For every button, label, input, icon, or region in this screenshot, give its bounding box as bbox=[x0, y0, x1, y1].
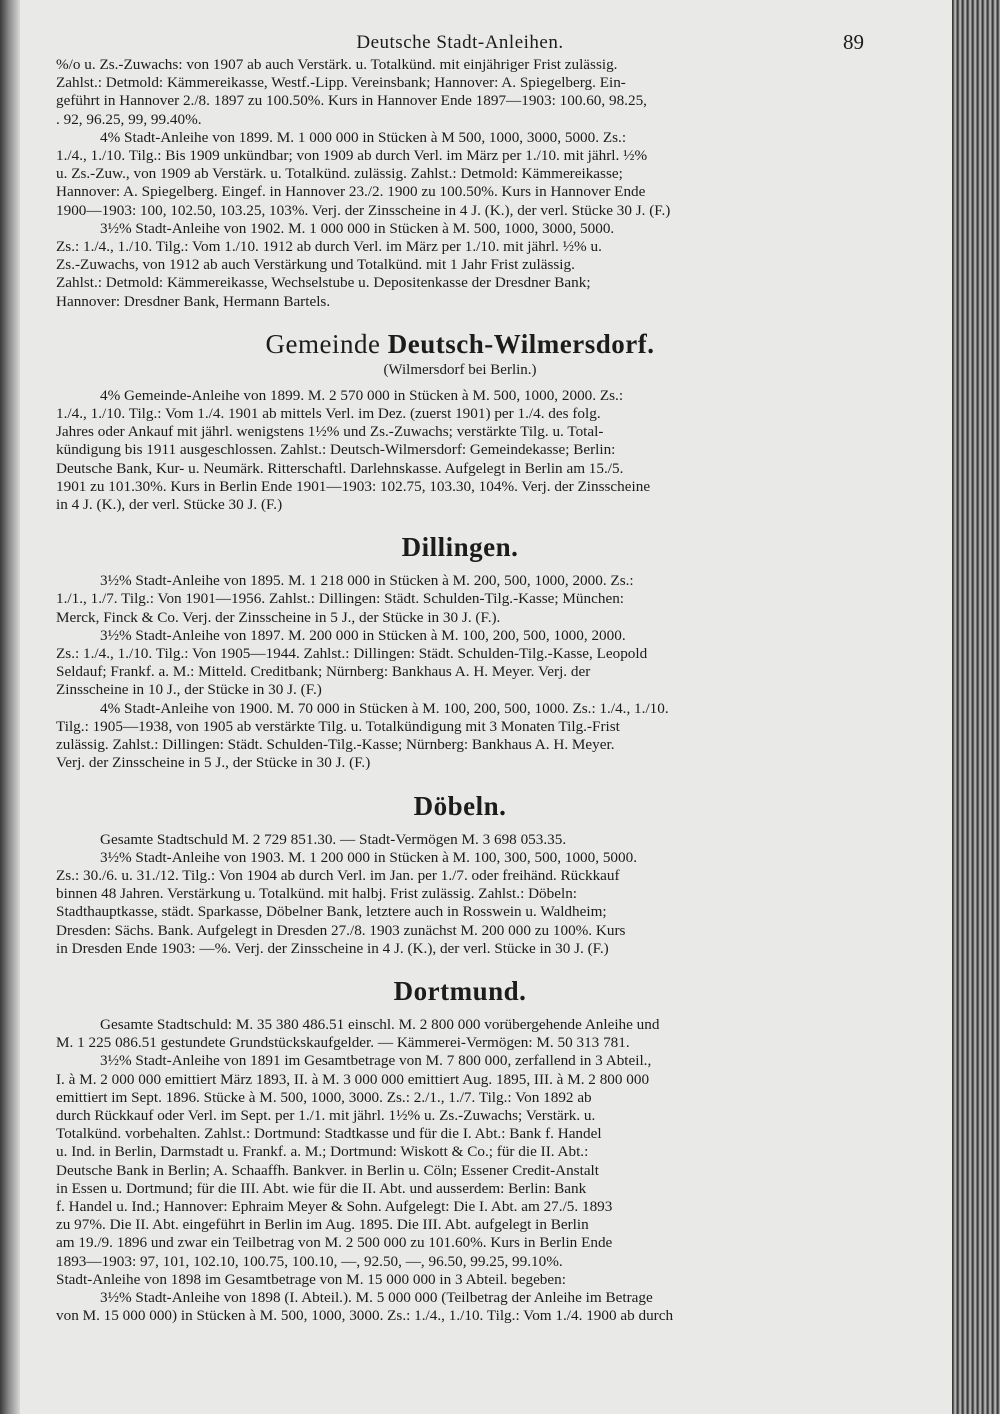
text-line: f. Handel u. Ind.; Hannover: Ephraim Meyer & Sohn. Aufgelegt: Die I. Abt. am 27./5. 1893 bbox=[56, 1197, 613, 1215]
text-line: Hannover: Dresdner Bank, Hermann Bartels. bbox=[56, 292, 331, 310]
block-dortmund bbox=[56, 1016, 864, 1325]
text-line: Gesamte Stadtschuld: M. 35 380 486.51 einschl. M. 2 800 000 vorübergehende Anleihe und bbox=[100, 1015, 660, 1033]
block-deutsch-wilmersdorf bbox=[56, 387, 864, 514]
text-line: Zs.-Zuwachs, von 1912 ab auch Verstärkung und Totalkünd. mit 1 Jahr Frist zulässig. bbox=[56, 256, 575, 274]
text-line: in Essen u. Dortmund; für die III. Abt. wie für die II. Abt. und ausserdem: Berlin: Bank bbox=[56, 1179, 587, 1197]
section-heading-deutsch-wilmersdorf bbox=[56, 327, 864, 361]
text-line: Zahlst.: Detmold: Kämmereikasse, Wechselstube u. Depositenkasse der Dresdner Bank; bbox=[56, 274, 591, 292]
text-line: emittiert im Sept. 1896. Stücke à M. 500, 1000, 3000. Zs.: 2./1., 1./7. Tilg.: Von 1892 ab bbox=[56, 1088, 592, 1106]
text-line: 1893—1903: 97, 101, 102.10, 100.75, 100.10, —, 92.50, —, 96.50, 99.25, 99.10%. bbox=[56, 1252, 563, 1270]
text-line: 1./4., 1./10. Tilg.: Vom 1./4. 1901 ab mittels Verl. im Dez. (zuerst 1901) per 1./4. des folg. bbox=[56, 405, 601, 423]
scan-right-edge bbox=[952, 0, 1000, 1414]
text-line: binnen 48 Jahren. Verstärkung u. Totalkünd. mit halbj. Frist zulässig. Zahlst.: Döbeln: bbox=[56, 885, 578, 903]
text-line: Zs.: 1./4., 1./10. Tilg.: Vom 1./10. 1912 ab durch Verl. im März per 1./10. mit jährl. ½% u. bbox=[56, 238, 602, 256]
text-line: zu 97%. Die II. Abt. eingeführt in Berlin im Aug. 1895. Die III. Abt. aufgelegt in Berlin bbox=[56, 1216, 589, 1234]
text-line: in 4 J. (K.), der verl. Stücke 30 J. (F.) bbox=[56, 496, 283, 514]
text-line: Zs.: 30./6. u. 31./12. Tilg.: Von 1904 ab durch Verl. im Jan. per 1./7. oder freihänd. Rückkauf bbox=[56, 866, 620, 884]
text-line: 3½% Stadt-Anleihe von 1891 im Gesamtbetrage von M. 7 800 000, zerfallend in 3 Abteil., bbox=[100, 1052, 652, 1070]
text-line: Deutsche Bank, Kur- u. Neumärk. Ritterschaftl. Darlehnskasse. Aufgelegt in Berlin am 15./5. bbox=[56, 459, 624, 477]
text-line: 3½% Stadt-Anleihe von 1898 (I. Abteil.). M. 5 000 000 (Teilbetrag der Anleihe im Betrage bbox=[100, 1288, 653, 1306]
text-line: Merck, Finck & Co. Verj. der Zinsscheine in 5 J., der Stücke in 30 J. (F.). bbox=[56, 608, 501, 626]
text-line: geführt in Hannover 2./8. 1897 zu 100.50%. Kurs in Hannover Ende 1897—1903: 100.60, 98.25, bbox=[56, 92, 647, 110]
text-line: von M. 15 000 000) in Stücken à M. 500, 1000, 3000. Zs.: 1./4., 1./10. Tilg.: Vom 1./4. 1900 ab durch bbox=[56, 1307, 674, 1325]
text-line: Deutsche Bank in Berlin; A. Schaaffh. Bankver. in Berlin u. Cöln; Essener Credit-Anstalt bbox=[56, 1161, 599, 1179]
text-line: 1./4., 1./10. Tilg.: Bis 1909 unkündbar; von 1909 ab durch Verl. im März per 1./10. mit jährl. ½% bbox=[56, 147, 648, 165]
text-line: u. Ind. in Berlin, Darmstadt u. Frankf. a. M.; Dortmund: Wiskott & Co.; für die II. Abt.: bbox=[56, 1143, 589, 1161]
scan-left-edge bbox=[0, 0, 20, 1414]
section-heading-dortmund: Dortmund. bbox=[393, 975, 527, 1006]
block-dillingen bbox=[56, 572, 864, 772]
text-line: 1./1., 1./7. Tilg.: Von 1901—1956. Zahlst.: Dillingen: Städt. Schulden-Tilg.-Kasse; München: bbox=[56, 590, 625, 608]
document-page bbox=[56, 26, 864, 1396]
section-heading-doebeln: Döbeln. bbox=[413, 790, 507, 821]
text-line: Zinsscheine in 10 J., der Stücke in 30 J. (F.) bbox=[56, 681, 322, 699]
text-line: u. Zs.-Zuw., von 1909 ab Verstärk. u. Totalkünd. zulässig. Zahlst.: Detmold: Kämmereikasse; bbox=[56, 165, 623, 183]
text-line: . 92, 96.25, 99, 99.40%. bbox=[56, 110, 202, 128]
text-line: 4% Stadt-Anleihe von 1899. M. 1 000 000 in Stücken à M 500, 1000, 3000, 5000. Zs.: bbox=[100, 128, 627, 146]
text-line: 1901 zu 101.30%. Kurs in Berlin Ende 1901—1903: 102.75, 103.30, 104%. Verj. der Zinsscheine bbox=[56, 477, 651, 495]
text-line: in Dresden Ende 1903: —%. Verj. der Zinsscheine in 4 J. (K.), der verl. Stücke in 30 J. (F.) bbox=[56, 939, 609, 957]
text-line: Jahres oder Ankauf mit jährl. wenigstens 1½% und Zs.-Zuwachs; verstärkte Tilg. u. Total- bbox=[56, 423, 604, 441]
running-title: Deutsche Stadt-Anleihen. bbox=[356, 32, 564, 53]
text-line: durch Rückkauf oder Verl. im Sept. per 1./1. mit jährl. 1½% u. Zs.-Zuwachs; Verstärk. u. bbox=[56, 1106, 596, 1124]
text-line: 3½% Stadt-Anleihe von 1902. M. 1 000 000 in Stücken à M. 500, 1000, 3000, 5000. bbox=[100, 219, 615, 237]
text-line: Seldauf; Frankf. a. M.: Mitteld. Creditbank; Nürnberg: Bankhaus A. H. Meyer. Verj. der bbox=[56, 663, 591, 681]
block-detmold-continuation bbox=[56, 56, 864, 311]
text-line: Hannover: A. Spiegelberg. Eingef. in Hannover 23./2. 1900 zu 100.50%. Kurs in Hannover Ende bbox=[56, 183, 646, 201]
text-line: zulässig. Zahlst.: Dillingen: Städt. Schulden-Tilg.-Kasse; Nürnberg: Bankhaus A. H. Meyer. bbox=[56, 736, 615, 754]
text-line: Dresden: Sächs. Bank. Aufgelegt in Dresden 27./8. 1903 zunächst M. 200 000 zu 100%. Kurs bbox=[56, 921, 626, 939]
text-line: Gesamte Stadtschuld M. 2 729 851.30. — Stadt-Vermögen M. 3 698 053.35. bbox=[100, 830, 567, 848]
text-line: Verj. der Zinsscheine in 5 J., der Stücke in 30 J. (F.) bbox=[56, 754, 371, 772]
text-line: 3½% Stadt-Anleihe von 1897. M. 200 000 in Stücken à M. 100, 200, 500, 1000, 2000. bbox=[100, 626, 626, 644]
text-line: Stadt-Anleihe von 1898 im Gesamtbetrage von M. 15 000 000 in 3 Abteil. begeben: bbox=[56, 1270, 566, 1288]
text-line: am 19./9. 1896 und zwar ein Teilbetrag von M. 2 500 000 zu 101.60%. Kurs in Berlin Ende bbox=[56, 1234, 613, 1252]
page-header bbox=[56, 26, 864, 56]
section-subheading: (Wilmersdorf bei Berlin.) bbox=[383, 361, 537, 378]
text-line: 3½% Stadt-Anleihe von 1895. M. 1 218 000 in Stücken à M. 200, 500, 1000, 2000. Zs.: bbox=[100, 572, 634, 590]
text-line: Totalkünd. vorbehalten. Zahlst.: Dortmund: Stadtkasse und für die I. Abt.: Bank f. Handel bbox=[56, 1125, 602, 1143]
text-line: 1900—1903: 100, 102.50, 103.25, 103%. Verj. der Zinsscheine in 4 J. (K.), der verl. Stücke 30 J. (F.) bbox=[56, 201, 671, 219]
text-line: Tilg.: 1905—1938, von 1905 ab verstärkte Tilg. u. Totalkündigung mit 3 Monaten Tilg.-Frist bbox=[56, 717, 620, 735]
section-heading-dillingen: Dillingen. bbox=[401, 532, 519, 563]
heading-part: Deutsch-Wilmersdorf. bbox=[387, 328, 655, 359]
text-line: kündigung bis 1911 ausgeschlossen. Zahlst.: Deutsch-Wilmersdorf: Gemeindekasse; Berlin: bbox=[56, 441, 616, 459]
text-line: 4% Stadt-Anleihe von 1900. M. 70 000 in Stücken à M. 100, 200, 500, 1000. Zs.: 1./4., 1./10. bbox=[100, 699, 669, 717]
text-line: 3½% Stadt-Anleihe von 1903. M. 1 200 000 in Stücken à M. 100, 300, 500, 1000, 5000. bbox=[100, 848, 638, 866]
block-doebeln bbox=[56, 831, 864, 958]
text-line: Stadthauptkasse, städt. Sparkasse, Döbelner Bank, letztere auch in Rosswein u. Waldheim; bbox=[56, 903, 607, 921]
text-line: I. à M. 2 000 000 emittiert März 1893, II. à M. 3 000 000 emittiert Aug. 1895, III. à M. 2 800 000 bbox=[56, 1070, 650, 1088]
text-line: M. 1 225 086.51 gestundete Grundstückskaufgelder. — Kämmerei-Vermögen: M. 50 313 781. bbox=[56, 1034, 630, 1052]
text-line: 4% Gemeinde-Anleihe von 1899. M. 2 570 000 in Stücken à M. 500, 1000, 2000. Zs.: bbox=[100, 386, 624, 404]
heading-part: Gemeinde bbox=[265, 328, 388, 359]
text-line: %/o u. Zs.-Zuwachs: von 1907 ab auch Verstärk. u. Totalkünd. mit einjähriger Frist zulässig. bbox=[56, 56, 618, 73]
text-line: Zs.: 1./4., 1./10. Tilg.: Von 1905—1944. Zahlst.: Dillingen: Städt. Schulden-Tilg.-Kasse, Leopold bbox=[56, 645, 648, 663]
text-line: Zahlst.: Detmold: Kämmereikasse, Westf.-Lipp. Vereinsbank; Hannover: A. Spiegelberg. Ein- bbox=[56, 74, 626, 92]
page-number: 89 bbox=[843, 30, 864, 54]
